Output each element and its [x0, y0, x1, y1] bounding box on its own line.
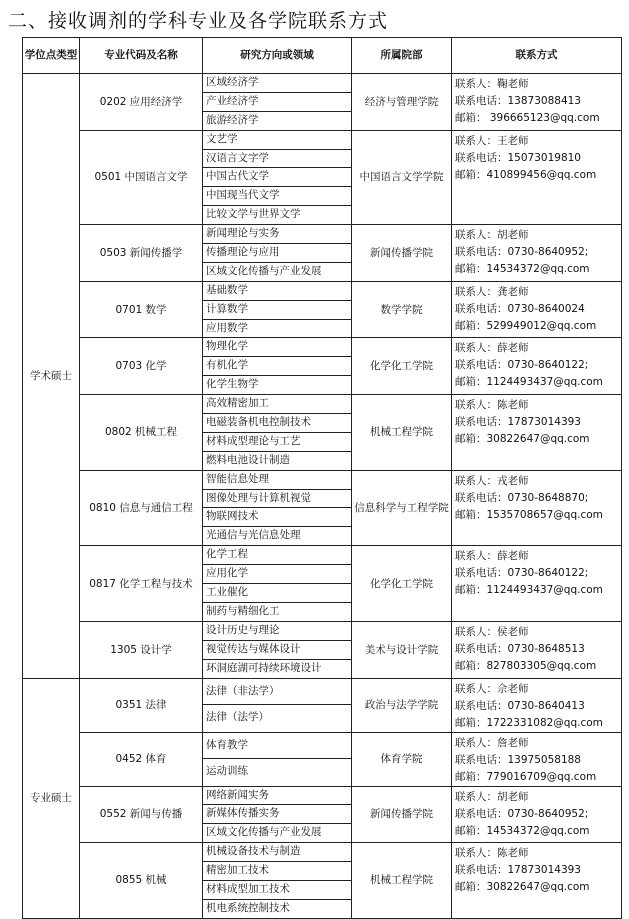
major-cell: 0703 化学 — [80, 338, 203, 395]
contact-cell — [452, 678, 622, 732]
major-cell: 0351 法律 — [80, 678, 203, 732]
table-row — [23, 338, 622, 395]
direction-item: 文艺学 — [203, 131, 351, 150]
direction-item: 设计历史与理论 — [203, 622, 351, 641]
table-row — [23, 130, 622, 224]
table-row — [23, 225, 622, 282]
directions-cell — [203, 74, 352, 131]
contact-phone: 联系电话：0730-8640952; — [455, 246, 589, 259]
directions-cell — [203, 130, 352, 224]
direction-item: 燃料电池设计制造 — [206, 453, 290, 466]
contact-person: 联系人：侯老师 — [455, 625, 529, 638]
contact-email: 邮箱：30822647@qq.com — [455, 881, 590, 894]
direction-item: 机电系统控制技术 — [206, 901, 290, 914]
contact-email: 邮箱：30822647@qq.com — [455, 433, 590, 446]
contact-email: 邮箱： 396665123@qq.com — [455, 112, 600, 124]
direction-item: 旅游经济学 — [206, 113, 259, 126]
direction-item: 体育教学 — [203, 733, 351, 759]
major-cell: 0503 新闻传播学 — [80, 225, 203, 282]
table-row — [23, 395, 622, 471]
major-cell: 0501 中国语言文学 — [80, 130, 203, 224]
table-row — [23, 74, 622, 131]
direction-item: 图像处理与计算机视觉 — [203, 490, 351, 509]
contact-phone: 联系电话：15073019810 — [455, 151, 581, 164]
direction-item: 中国古代文学 — [203, 168, 351, 187]
direction-item: 产业经济学 — [203, 93, 351, 112]
contact-phone: 联系电话：13873088413 — [455, 95, 581, 107]
table-row — [23, 786, 622, 843]
page-title: 二、接收调剂的学科专业及各学院联系方式 — [8, 10, 389, 32]
header-direction: 研究方向或领域 — [203, 38, 352, 74]
major-cell: 0552 新闻与传播 — [80, 786, 203, 843]
header-college: 所属院部 — [352, 38, 452, 74]
direction-item: 新闻理论与实务 — [203, 225, 351, 244]
contact-person: 联系人：胡老师 — [455, 229, 529, 242]
direction-item: 计算数学 — [203, 301, 351, 320]
header-degree-type: 学位点类型 — [23, 38, 80, 74]
directions-cell — [203, 621, 352, 678]
contact-phone: 联系电话：13975058188 — [455, 753, 581, 766]
major-cell: 0817 化学工程与技术 — [80, 546, 203, 622]
direction-item: 基础数学 — [203, 282, 351, 301]
directions-cell — [203, 546, 352, 622]
contact-cell — [452, 338, 622, 395]
table-body — [23, 74, 622, 919]
college-cell: 数学学院 — [352, 281, 452, 338]
contact-cell — [452, 470, 622, 546]
direction-item: 物理化学 — [203, 338, 351, 357]
direction-item: 运动训练 — [206, 764, 248, 777]
contact-email: 邮箱：14534372@qq.com — [455, 824, 590, 837]
direction-item: 化学工程 — [203, 546, 351, 565]
table-row — [23, 678, 622, 732]
contact-phone: 联系电话：17873014393 — [455, 864, 581, 877]
contact-cell — [452, 546, 622, 622]
direction-item: 环洞庭湖可持续环境设计 — [206, 661, 322, 674]
table-row — [23, 732, 622, 786]
contact-email: 邮箱：529949012@qq.com — [455, 319, 597, 332]
contact-person: 联系人：佘老师 — [455, 682, 529, 695]
major-cell: 0202 应用经济学 — [80, 74, 203, 131]
direction-item: 材料成型加工技术 — [203, 881, 351, 900]
table-row — [23, 281, 622, 338]
major-cell: 0802 机械工程 — [80, 395, 203, 471]
contact-person: 联系人：鞠老师 — [455, 78, 529, 90]
contact-cell — [452, 225, 622, 282]
directions-cell — [203, 395, 352, 471]
direction-item: 新媒体传播实务 — [203, 805, 351, 824]
direction-item: 汉语言文字学 — [203, 150, 351, 169]
contact-phone: 联系电话：0730-8640952; — [455, 807, 589, 820]
directions-cell — [203, 225, 352, 282]
contact-email: 邮箱：827803305@qq.com — [455, 659, 597, 672]
directions-cell — [203, 678, 352, 732]
contact-phone: 联系电话：0730-8640122; — [455, 567, 589, 580]
discipline-table — [22, 37, 622, 919]
college-cell: 体育学院 — [352, 732, 452, 786]
contact-email: 邮箱：1124493437@qq.com — [455, 376, 603, 389]
major-cell: 1305 设计学 — [80, 621, 203, 678]
direction-item: 智能信息处理 — [203, 471, 351, 490]
contact-person: 联系人：王老师 — [455, 134, 529, 147]
direction-item: 应用数学 — [206, 321, 248, 334]
contact-phone: 联系电话：17873014393 — [455, 416, 581, 429]
college-cell: 中国语言文学学院 — [352, 130, 452, 224]
college-cell: 化学化工学院 — [352, 546, 452, 622]
contact-cell — [452, 74, 622, 131]
direction-item: 区域文化传播与产业发展 — [206, 826, 322, 839]
directions-cell — [203, 786, 352, 843]
contact-cell — [452, 130, 622, 224]
college-cell: 信息科学与工程学院 — [352, 470, 452, 546]
directions-cell — [203, 732, 352, 786]
table-row — [23, 470, 622, 546]
contact-person: 联系人：龚老师 — [455, 285, 529, 298]
contact-email: 邮箱：1535708657@qq.com — [455, 508, 603, 521]
direction-item: 视觉传达与媒体设计 — [203, 641, 351, 660]
direction-item: 材料成型理论与工艺 — [203, 433, 351, 452]
direction-item: 网络新闻实务 — [203, 787, 351, 806]
contact-person: 联系人：戎老师 — [455, 474, 529, 487]
college-cell: 化学化工学院 — [352, 338, 452, 395]
contact-cell — [452, 786, 622, 843]
direction-item: 中国现当代文学 — [203, 187, 351, 206]
direction-item: 法律（法学） — [206, 710, 269, 723]
contact-cell — [452, 281, 622, 338]
college-cell: 美术与设计学院 — [352, 621, 452, 678]
contact-email: 邮箱：1124493437@qq.com — [455, 584, 603, 597]
table-row — [23, 843, 622, 919]
direction-item: 工业催化 — [203, 584, 351, 603]
contact-cell — [452, 732, 622, 786]
college-cell: 机械工程学院 — [352, 843, 452, 919]
degree-type-cell: 学术硕士 — [23, 74, 80, 679]
direction-item: 应用化学 — [203, 565, 351, 584]
college-cell: 经济与管理学院 — [352, 74, 452, 131]
college-cell: 政治与法学学院 — [352, 678, 452, 732]
contact-email: 邮箱：779016709@qq.com — [455, 770, 597, 783]
contact-phone: 联系电话：0730-8640413 — [455, 699, 585, 712]
direction-item: 法律（非法学） — [203, 679, 351, 705]
directions-cell — [203, 281, 352, 338]
table-header-row — [23, 38, 622, 74]
directions-cell — [203, 470, 352, 546]
direction-item: 化学生物学 — [206, 378, 259, 391]
contact-email: 邮箱：410899456@qq.com — [455, 168, 597, 181]
direction-item: 有机化学 — [203, 357, 351, 376]
contact-phone: 联系电话：0730-8640024 — [455, 302, 585, 315]
major-cell: 0810 信息与通信工程 — [80, 470, 203, 546]
contact-person: 联系人：陈老师 — [455, 399, 529, 412]
college-cell: 新闻传播学院 — [352, 225, 452, 282]
major-cell: 0855 机械 — [80, 843, 203, 919]
direction-item: 电磁装备机电控制技术 — [203, 414, 351, 433]
header-major: 专业代码及名称 — [80, 38, 203, 74]
direction-item: 精密加工技术 — [203, 862, 351, 881]
directions-cell — [203, 338, 352, 395]
contact-person: 联系人：薛老师 — [455, 550, 529, 563]
contact-phone: 联系电话：0730-8640122; — [455, 359, 589, 372]
contact-phone: 联系电话：0730-8648870; — [455, 491, 589, 504]
direction-item: 机械设备技术与制造 — [203, 843, 351, 862]
direction-item: 比较文学与世界文学 — [206, 208, 301, 221]
contact-email: 邮箱：1722331082@qq.com — [455, 716, 603, 729]
college-cell: 机械工程学院 — [352, 395, 452, 471]
direction-item: 制药与精细化工 — [206, 604, 280, 617]
contact-email: 邮箱：14534372@qq.com — [455, 263, 590, 276]
contact-person: 联系人：薛老师 — [455, 342, 529, 355]
direction-item: 区域经济学 — [203, 74, 351, 93]
direction-item: 物联网技术 — [203, 508, 351, 527]
header-contact: 联系方式 — [452, 38, 622, 74]
contact-person: 联系人：胡老师 — [455, 790, 529, 803]
major-cell: 0701 数学 — [80, 281, 203, 338]
direction-item: 光通信与光信息处理 — [206, 529, 301, 542]
direction-item: 传播理论与应用 — [203, 244, 351, 263]
college-cell: 新闻传播学院 — [352, 786, 452, 843]
contact-cell — [452, 843, 622, 919]
direction-item: 高效精密加工 — [203, 395, 351, 414]
table-row — [23, 546, 622, 622]
contact-cell — [452, 621, 622, 678]
contact-phone: 联系电话：0730-8648513 — [455, 642, 585, 655]
contact-person: 联系人：陈老师 — [455, 847, 529, 860]
contact-person: 联系人：詹老师 — [455, 736, 529, 749]
directions-cell — [203, 843, 352, 919]
degree-type-cell: 专业硕士 — [23, 678, 80, 918]
major-cell: 0452 体育 — [80, 732, 203, 786]
table-row — [23, 621, 622, 678]
direction-item: 区域文化传播与产业发展 — [206, 264, 322, 277]
contact-cell — [452, 395, 622, 471]
